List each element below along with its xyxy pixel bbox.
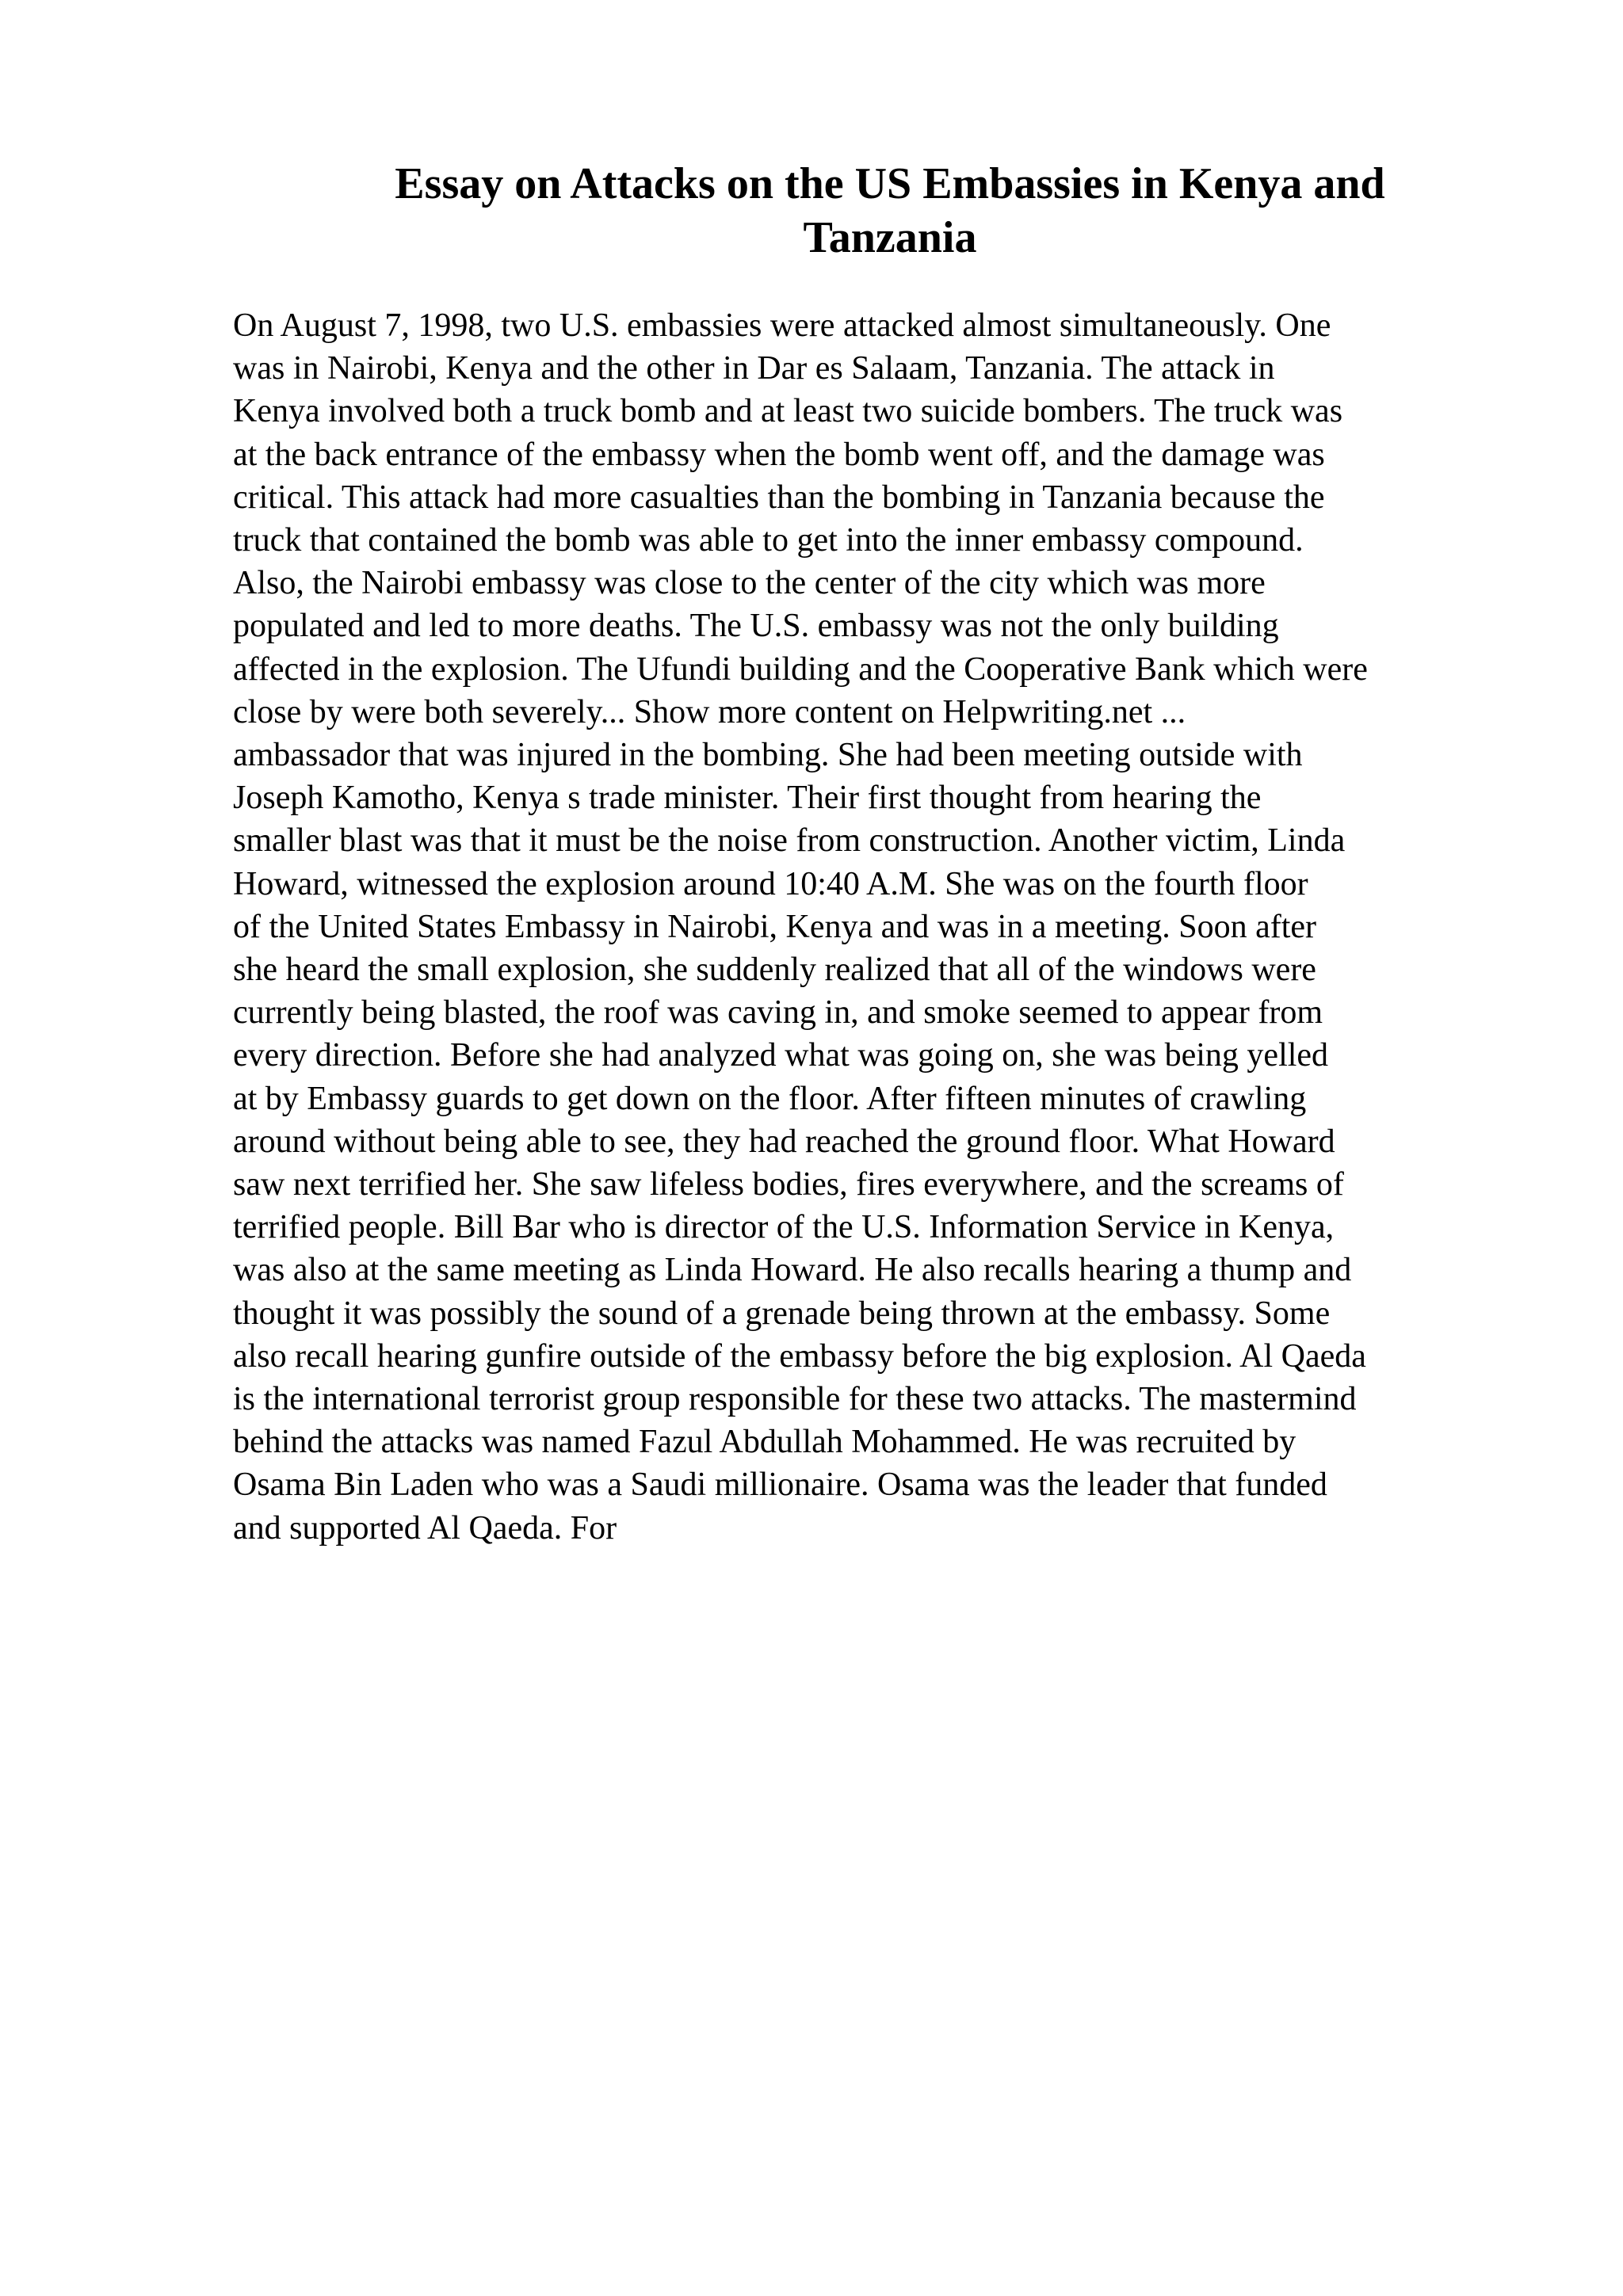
essay-body <box>233 304 1596 1550</box>
body-line: Also, the Nairobi embassy was close to the center of the city which was more <box>233 565 1266 602</box>
body-line: currently being blasted, the roof was caving in, and smoke seemed to appear from <box>233 994 1323 1032</box>
body-line: Howard, witnessed the explosion around 10:40 A.M. She was on the fourth floor <box>233 865 1308 902</box>
body-line: she heard the small explosion, she suddenly realized that all of the windows were <box>233 952 1316 989</box>
body-line: of the United States Embassy in Nairobi, Kenya and was in a meeting. Soon after <box>233 908 1317 945</box>
body-line: Kenya involved both a truck bomb and at least two suicide bombers. The truck was <box>233 393 1343 430</box>
body-line: saw next terrified her. She saw lifeless bodies, fires everywhere, and the screams of <box>233 1166 1344 1203</box>
body-line: around without being able to see, they had reached the ground floor. What Howard <box>233 1123 1335 1160</box>
title-line: Essay on Attacks on the US Embassies in Kenya and <box>395 159 1385 208</box>
body-line: ambassador that was injured in the bombing. She had been meeting outside with <box>233 737 1303 774</box>
body-line: close by were both severely... Show more content on Helpwriting.net ... <box>233 693 1186 730</box>
title-line: Tanzania <box>803 213 977 262</box>
body-line: thought it was possibly the sound of a grenade being thrown at the embassy. Some <box>233 1295 1331 1332</box>
document-title <box>233 157 1547 265</box>
body-line: critical. This attack had more casualties than the bombing in Tanzania because the <box>233 479 1325 516</box>
body-line: at by Embassy guards to get down on the floor. After fifteen minutes of crawling <box>233 1080 1307 1117</box>
body-line: populated and led to more deaths. The U.S. embassy was not the only building <box>233 608 1279 645</box>
body-line: at the back entrance of the embassy when the bomb went off, and the damage was <box>233 436 1325 473</box>
body-line: was also at the same meeting as Linda Howard. He also recalls hearing a thump and <box>233 1252 1352 1289</box>
body-line: Osama Bin Laden who was a Saudi millionaire. Osama was the leader that funded <box>233 1466 1327 1504</box>
body-line: truck that contained the bomb was able to get into the inner embassy compound. <box>233 522 1304 559</box>
body-line: and supported Al Qaeda. For <box>233 1509 617 1547</box>
body-line: terrified people. Bill Bar who is director of the U.S. Information Service in Kenya, <box>233 1209 1335 1246</box>
body-line: was in Nairobi, Kenya and the other in Dar es Salaam, Tanzania. The attack in <box>233 350 1275 387</box>
body-line: Joseph Kamotho, Kenya s trade minister. Their first thought from hearing the <box>233 780 1262 817</box>
body-line: also recall hearing gunfire outside of the embassy before the big explosion. Al Qaeda <box>233 1337 1366 1375</box>
body-line: affected in the explosion. The Ufundi building and the Cooperative Bank which were <box>233 650 1368 688</box>
body-line: behind the attacks was named Fazul Abdullah Mohammed. He was recruited by <box>233 1424 1296 1461</box>
body-line: smaller blast was that it must be the noise from construction. Another victim, Linda <box>233 822 1346 860</box>
body-line: On August 7, 1998, two U.S. embassies were attacked almost simultaneously. One <box>233 307 1331 344</box>
body-line: every direction. Before she had analyzed what was going on, she was being yelled <box>233 1037 1329 1074</box>
body-line: is the international terrorist group responsible for these two attacks. The mastermind <box>233 1381 1357 1418</box>
